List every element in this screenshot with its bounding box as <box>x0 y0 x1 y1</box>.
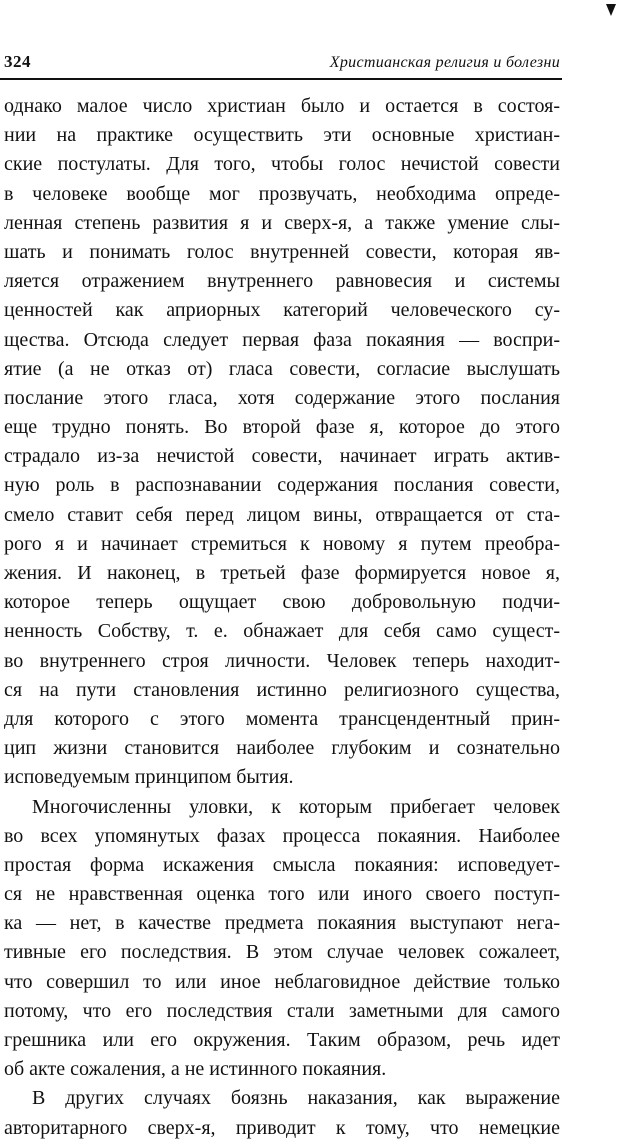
running-head <box>4 50 560 72</box>
header-rule <box>0 78 562 80</box>
text-line: ненность Собству, т. е. обнажает для себя само сущест- <box>4 620 560 643</box>
text-line: тивные его последствия. В этом случае человек сожалеет, <box>4 941 560 964</box>
text-line: потому, что его последствия стали заметными для самого <box>4 999 560 1022</box>
text-line: во всех упомянутых фазах процесса покаяния. Наиболее <box>4 824 560 847</box>
text-line: ся на пути становления истинно религиозного существа, <box>4 678 560 701</box>
text-line: шать и понимать голос внутренней совести, которая яв- <box>4 240 560 263</box>
text-line: для которого с этого момента трансцендентный прин- <box>4 707 560 730</box>
text-line: еще трудно понять. Во второй фазе я, которое до этого <box>4 416 560 439</box>
text-line: щества. Отсюда следует первая фаза покаяния — воспри- <box>4 328 560 351</box>
text-line: Многочисленны уловки, к которым прибегает человек <box>32 795 560 818</box>
text-line: нии на практике осуществить эти основные христиан- <box>4 124 560 147</box>
text-line: рого я и начинает стремиться к новому я путем преобра- <box>4 532 560 555</box>
text-line: однако малое число христиан было и остается в состоя- <box>4 95 560 117</box>
corner-mark-icon <box>606 4 616 16</box>
text-line: исповедуемым принципом бытия. <box>4 766 294 789</box>
text-line: ятие (а не отказ от) гласа совести, согласие выслушать <box>4 357 560 380</box>
text-line: ценностей как априорных категорий человеческого су- <box>4 299 560 322</box>
text-line: ленная степень развития я и сверх-я, а также умение слы- <box>4 211 560 234</box>
text-line: в человеке вообще мог прозвучать, необходима опреде- <box>4 182 560 205</box>
text-line: ляется отражением внутреннего равновесия и системы <box>4 270 560 293</box>
page-number: 324 <box>4 52 31 71</box>
text-line: авторитарного сверх-я, приводит к тому, что немецкие <box>4 1116 560 1139</box>
text-line: ка — нет, в качестве предмета покаяния выступают нега- <box>4 912 560 935</box>
text-line: об акте сожаления, а не истинного покаяния. <box>4 1058 387 1081</box>
text-line: ся не нравственная оценка того или иного своего поступ- <box>4 883 560 906</box>
text-line: которое теперь ощущает свою добровольную подчи- <box>4 591 560 614</box>
running-title: Христианская религия и болезни <box>329 54 560 71</box>
text-line: цип жизни становится наиболее глубоким и сознательно <box>4 737 560 760</box>
text-line: послание этого гласа, хотя содержание этого послания <box>4 386 560 409</box>
text-line: страдало из-за нечистой совести, начинает играть актив- <box>4 445 560 468</box>
text-line: грешника или его окружения. Таким образом, речь идет <box>4 1029 560 1051</box>
body-text <box>4 92 560 1143</box>
text-line: во внутреннего строя личности. Человек теперь находит- <box>4 649 560 672</box>
text-line: что совершил то или иное неблаговидное действие только <box>4 970 560 993</box>
text-line: ские постулаты. Для того, чтобы голос нечистой совести <box>4 153 560 176</box>
text-line: В других случаях боязнь наказания, как выражение <box>32 1087 560 1110</box>
text-line: смело ставит себя перед лицом вины, отвращается от ста- <box>4 503 560 526</box>
text-line: ную роль в распознавании содержания послания совести, <box>4 474 560 497</box>
text-line: жения. И наконец, в третьей фазе формируется новое я, <box>4 562 560 584</box>
text-line: простая форма искажения смысла покаяния: исповедует- <box>4 853 560 876</box>
